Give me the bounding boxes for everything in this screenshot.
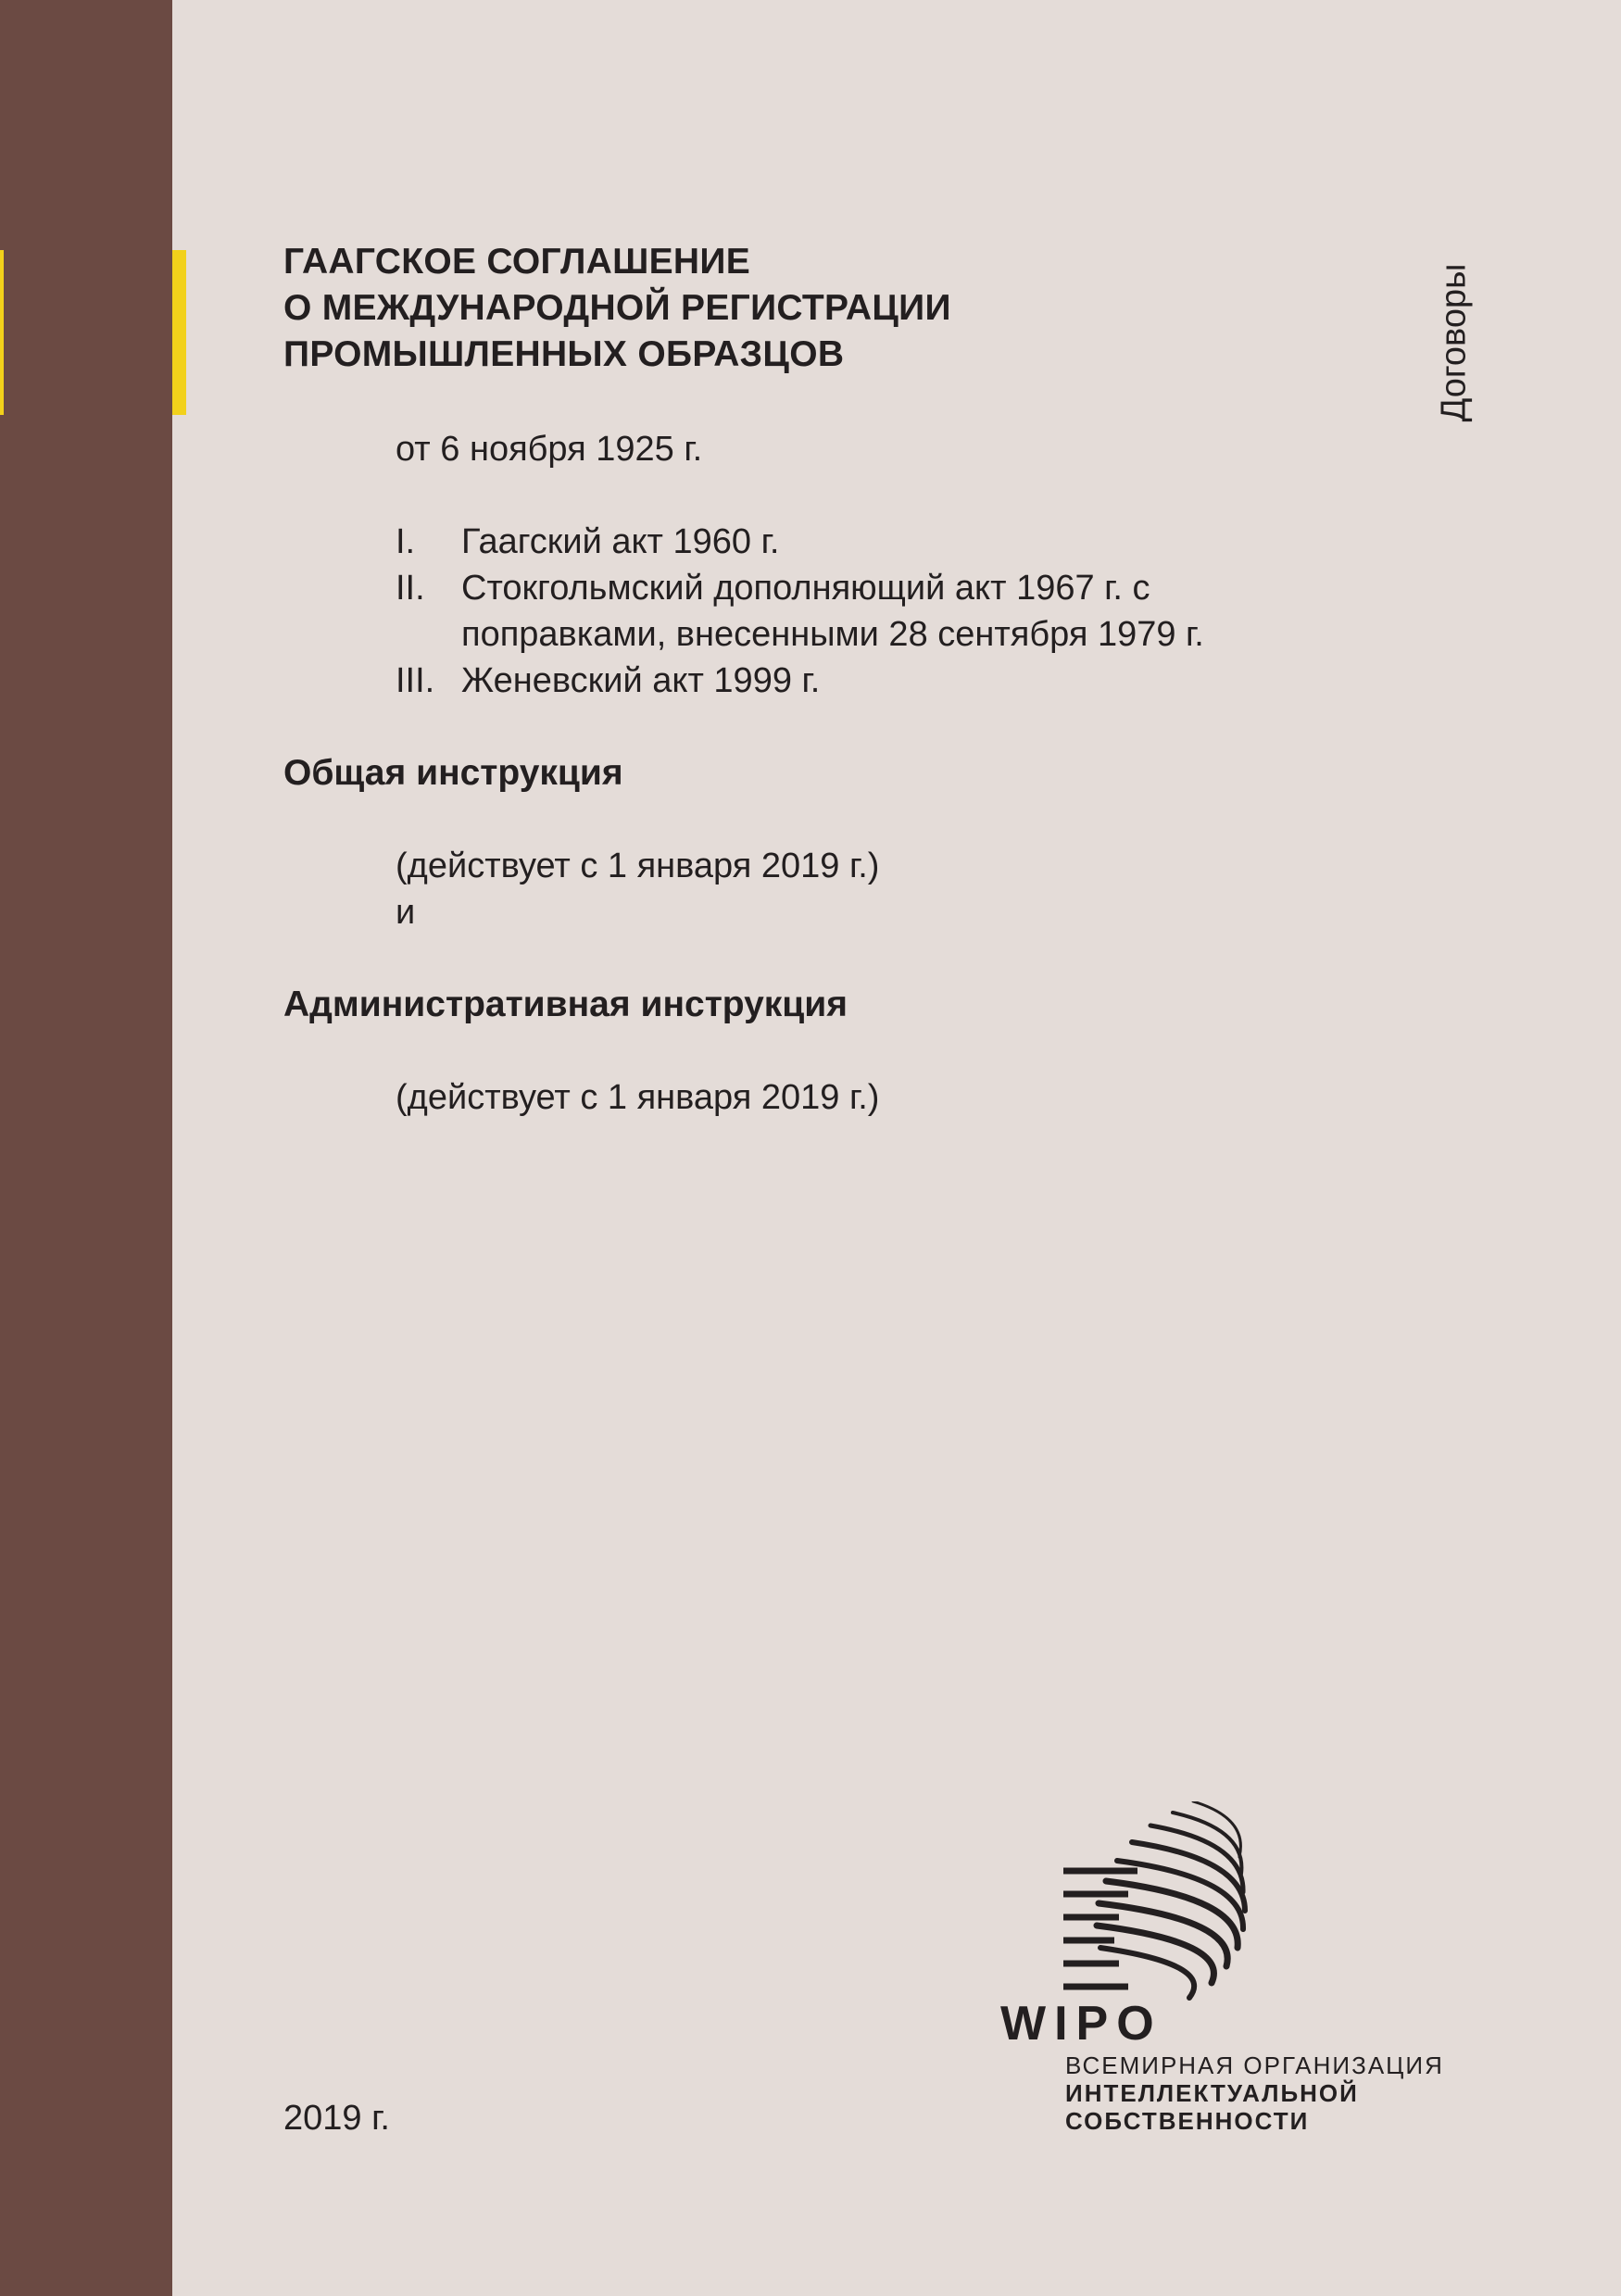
- conjunction-text: и: [396, 893, 416, 932]
- agreement-date: от 6 ноября 1925 г.: [396, 430, 703, 469]
- organization-name-line: ВСЕМИРНАЯ ОРГАНИЗАЦИЯ: [1065, 2051, 1444, 2079]
- side-label-text: Договоры: [1434, 263, 1474, 422]
- publication-year: 2019 г.: [283, 2099, 390, 2138]
- accent-mark-right: [172, 250, 186, 415]
- administrative-instructions-effective-date: (действует с 1 января 2019 г.): [396, 1078, 880, 1117]
- organization-name: [1065, 2051, 1444, 2135]
- wipo-logo: [1000, 1801, 1501, 2144]
- list-item: [396, 519, 1351, 565]
- title-line: ПРОМЫШЛЕННЫХ ОБРАЗЦОВ: [283, 334, 845, 374]
- general-instructions-heading: Общая инструкция: [283, 753, 623, 793]
- title-line: О МЕЖДУНАРОДНОЙ РЕГИСТРАЦИИ: [283, 288, 951, 328]
- act-title: Стокгольмский дополняющий акт 1967 г. с поправками, внесенными 28 сентября 1979 г.: [461, 569, 1204, 654]
- act-title: Гаагский акт 1960 г.: [461, 522, 780, 561]
- side-category-label: [1431, 250, 1477, 435]
- accent-mark-left: [0, 250, 4, 415]
- act-number: III.: [396, 661, 435, 700]
- administrative-instructions-heading: Административная инструкция: [283, 985, 848, 1024]
- list-item: [396, 658, 1351, 704]
- organization-name-line: ИНТЕЛЛЕКТУАЛЬНОЙ: [1065, 2079, 1359, 2107]
- general-instructions-effective-date: (действует с 1 января 2019 г.): [396, 847, 880, 885]
- document-title: [283, 239, 951, 378]
- wipo-globe-emblem-icon: [1063, 1801, 1249, 2001]
- title-line: ГААГСКОЕ СОГЛАШЕНИЕ: [283, 242, 751, 282]
- act-number: II.: [396, 569, 425, 608]
- cover-spine: [0, 0, 172, 2296]
- acts-list: [396, 519, 1351, 704]
- act-title: Женевский акт 1999 г.: [461, 661, 821, 700]
- wipo-wordmark: WIPO: [1000, 1997, 1162, 2051]
- act-number: I.: [396, 522, 416, 561]
- organization-name-line: СОБСТВЕННОСТИ: [1065, 2107, 1310, 2135]
- list-item: [396, 565, 1351, 658]
